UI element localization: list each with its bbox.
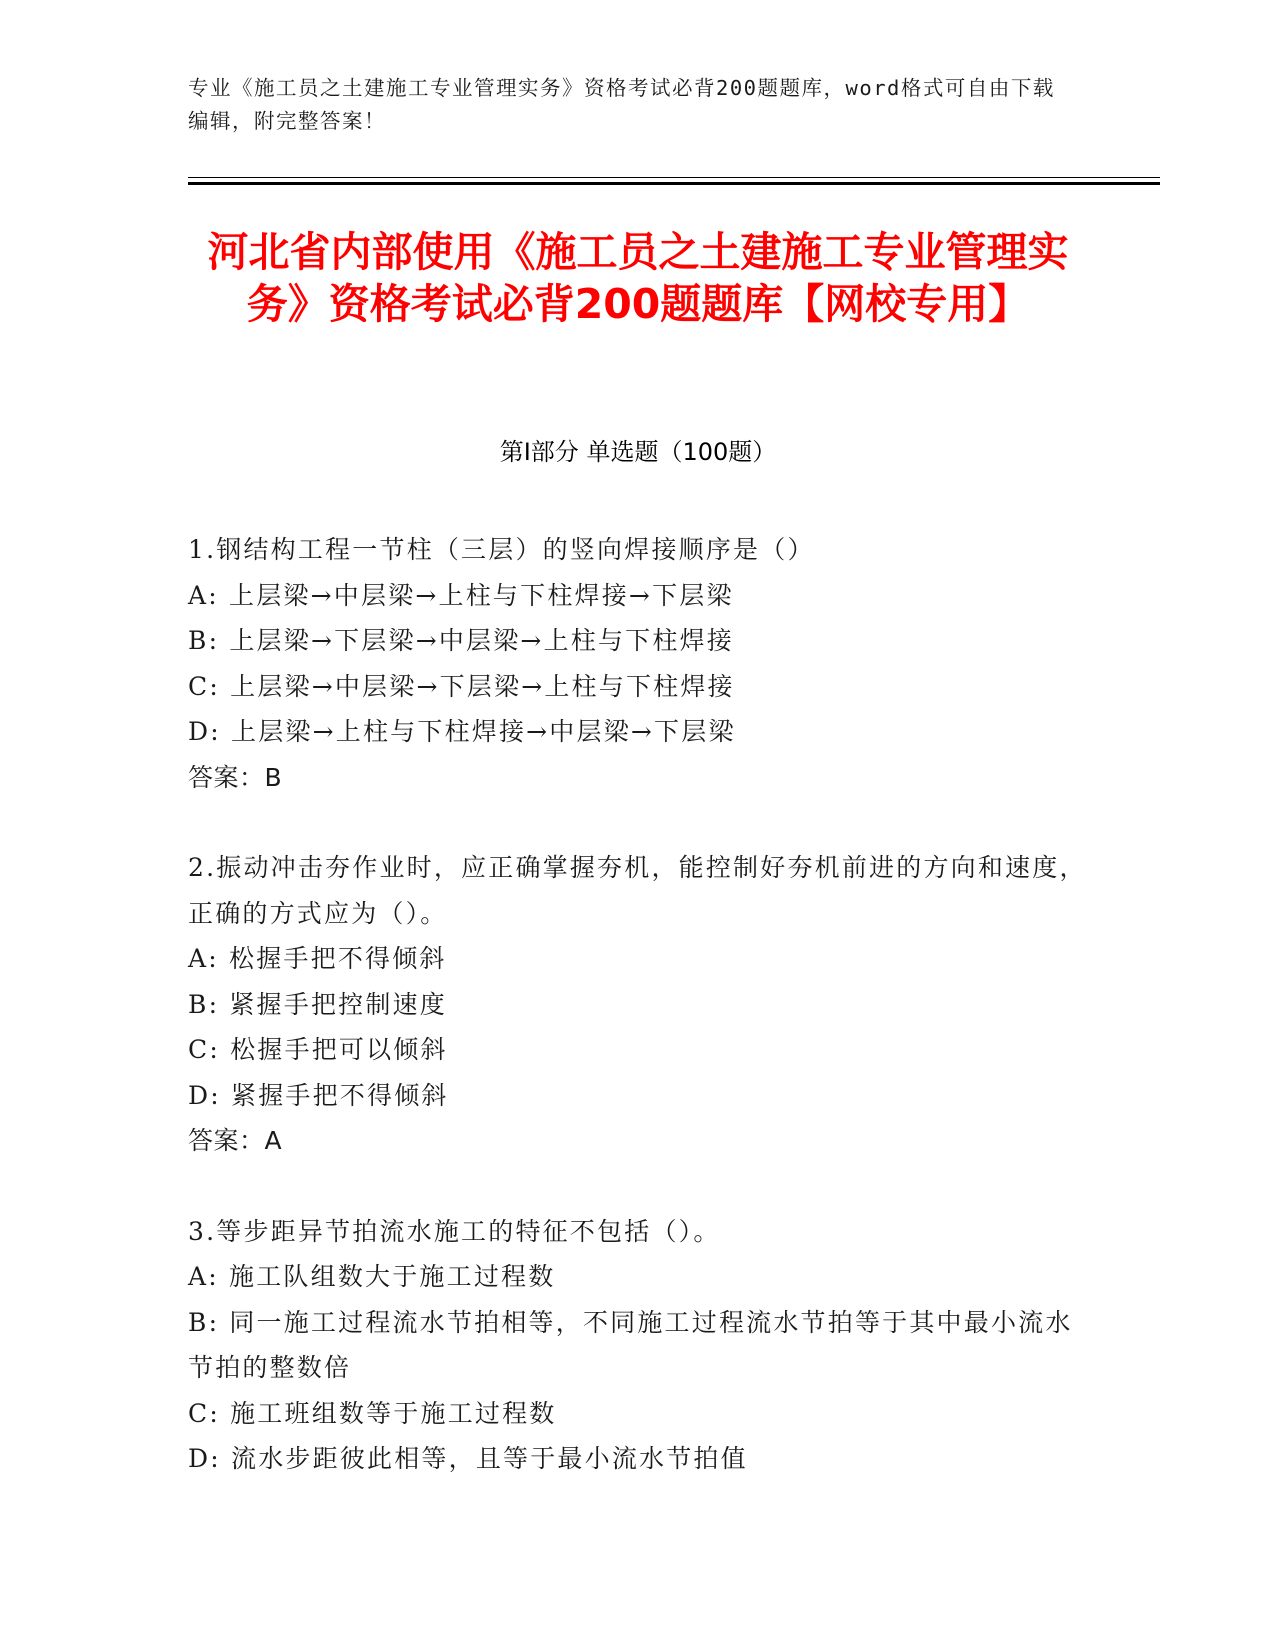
option-a: A: 施工队组数大于施工过程数 [188, 1262, 556, 1291]
option-a: A: 上层梁→中层梁→上柱与下柱焊接→下层梁 [188, 580, 734, 610]
header-note: 专业《施工员之土建施工专业管理实务》资格考试必背200题题库，word格式可自由下载编辑，附完整答案！ [188, 76, 1055, 133]
document-title: 河北省内部使用《施工员之土建施工专业管理实务》资格考试必背200题题库【网校专用】 [207, 228, 1069, 328]
option-c: C: 松握手把可以倾斜 [188, 1035, 448, 1064]
option-b: B: 紧握手把控制速度 [188, 989, 447, 1019]
option-b: B: 上层梁→下层梁→中层梁→上柱与下柱焊接 [188, 626, 734, 655]
header-divider-thin [188, 177, 1160, 178]
answer: 答案：A [188, 1126, 283, 1155]
option-a: A: 松握手把不得倾斜 [188, 944, 447, 973]
section-heading: 第I部分 单选题（100题） [499, 438, 777, 466]
option-d: D: 上层梁→上柱与下柱焊接→中层梁→下层梁 [188, 717, 736, 746]
question-stem: 2.振动冲击夯作业时，应正确掌握夯机，能控制好夯机前进的方向和速度，正确的方式应为（）。 [188, 853, 1087, 928]
question-list [188, 527, 1088, 1527]
question-2 [188, 845, 1088, 1164]
option-c: C: 施工班组数等于施工过程数 [188, 1398, 557, 1428]
option-d: D: 流水步距彼此相等，且等于最小流水节拍值 [188, 1444, 748, 1473]
question-3 [188, 1209, 1088, 1482]
question-1 [188, 527, 1088, 800]
answer: 答案：B [188, 762, 283, 792]
option-c: C: 上层梁→中层梁→下层梁→上柱与下柱焊接 [188, 671, 735, 701]
question-stem: 3.等步距异节拍流水施工的特征不包括（）。 [188, 1216, 721, 1246]
option-d: D: 紧握手把不得倾斜 [188, 1080, 449, 1110]
option-b: B: 同一施工过程流水节拍相等，不同施工过程流水节拍等于其中最小流水节拍的整数倍 [188, 1307, 1073, 1382]
header-divider-thick [188, 182, 1160, 185]
question-stem: 1.钢结构工程一节柱（三层）的竖向焊接顺序是（） [188, 535, 815, 564]
